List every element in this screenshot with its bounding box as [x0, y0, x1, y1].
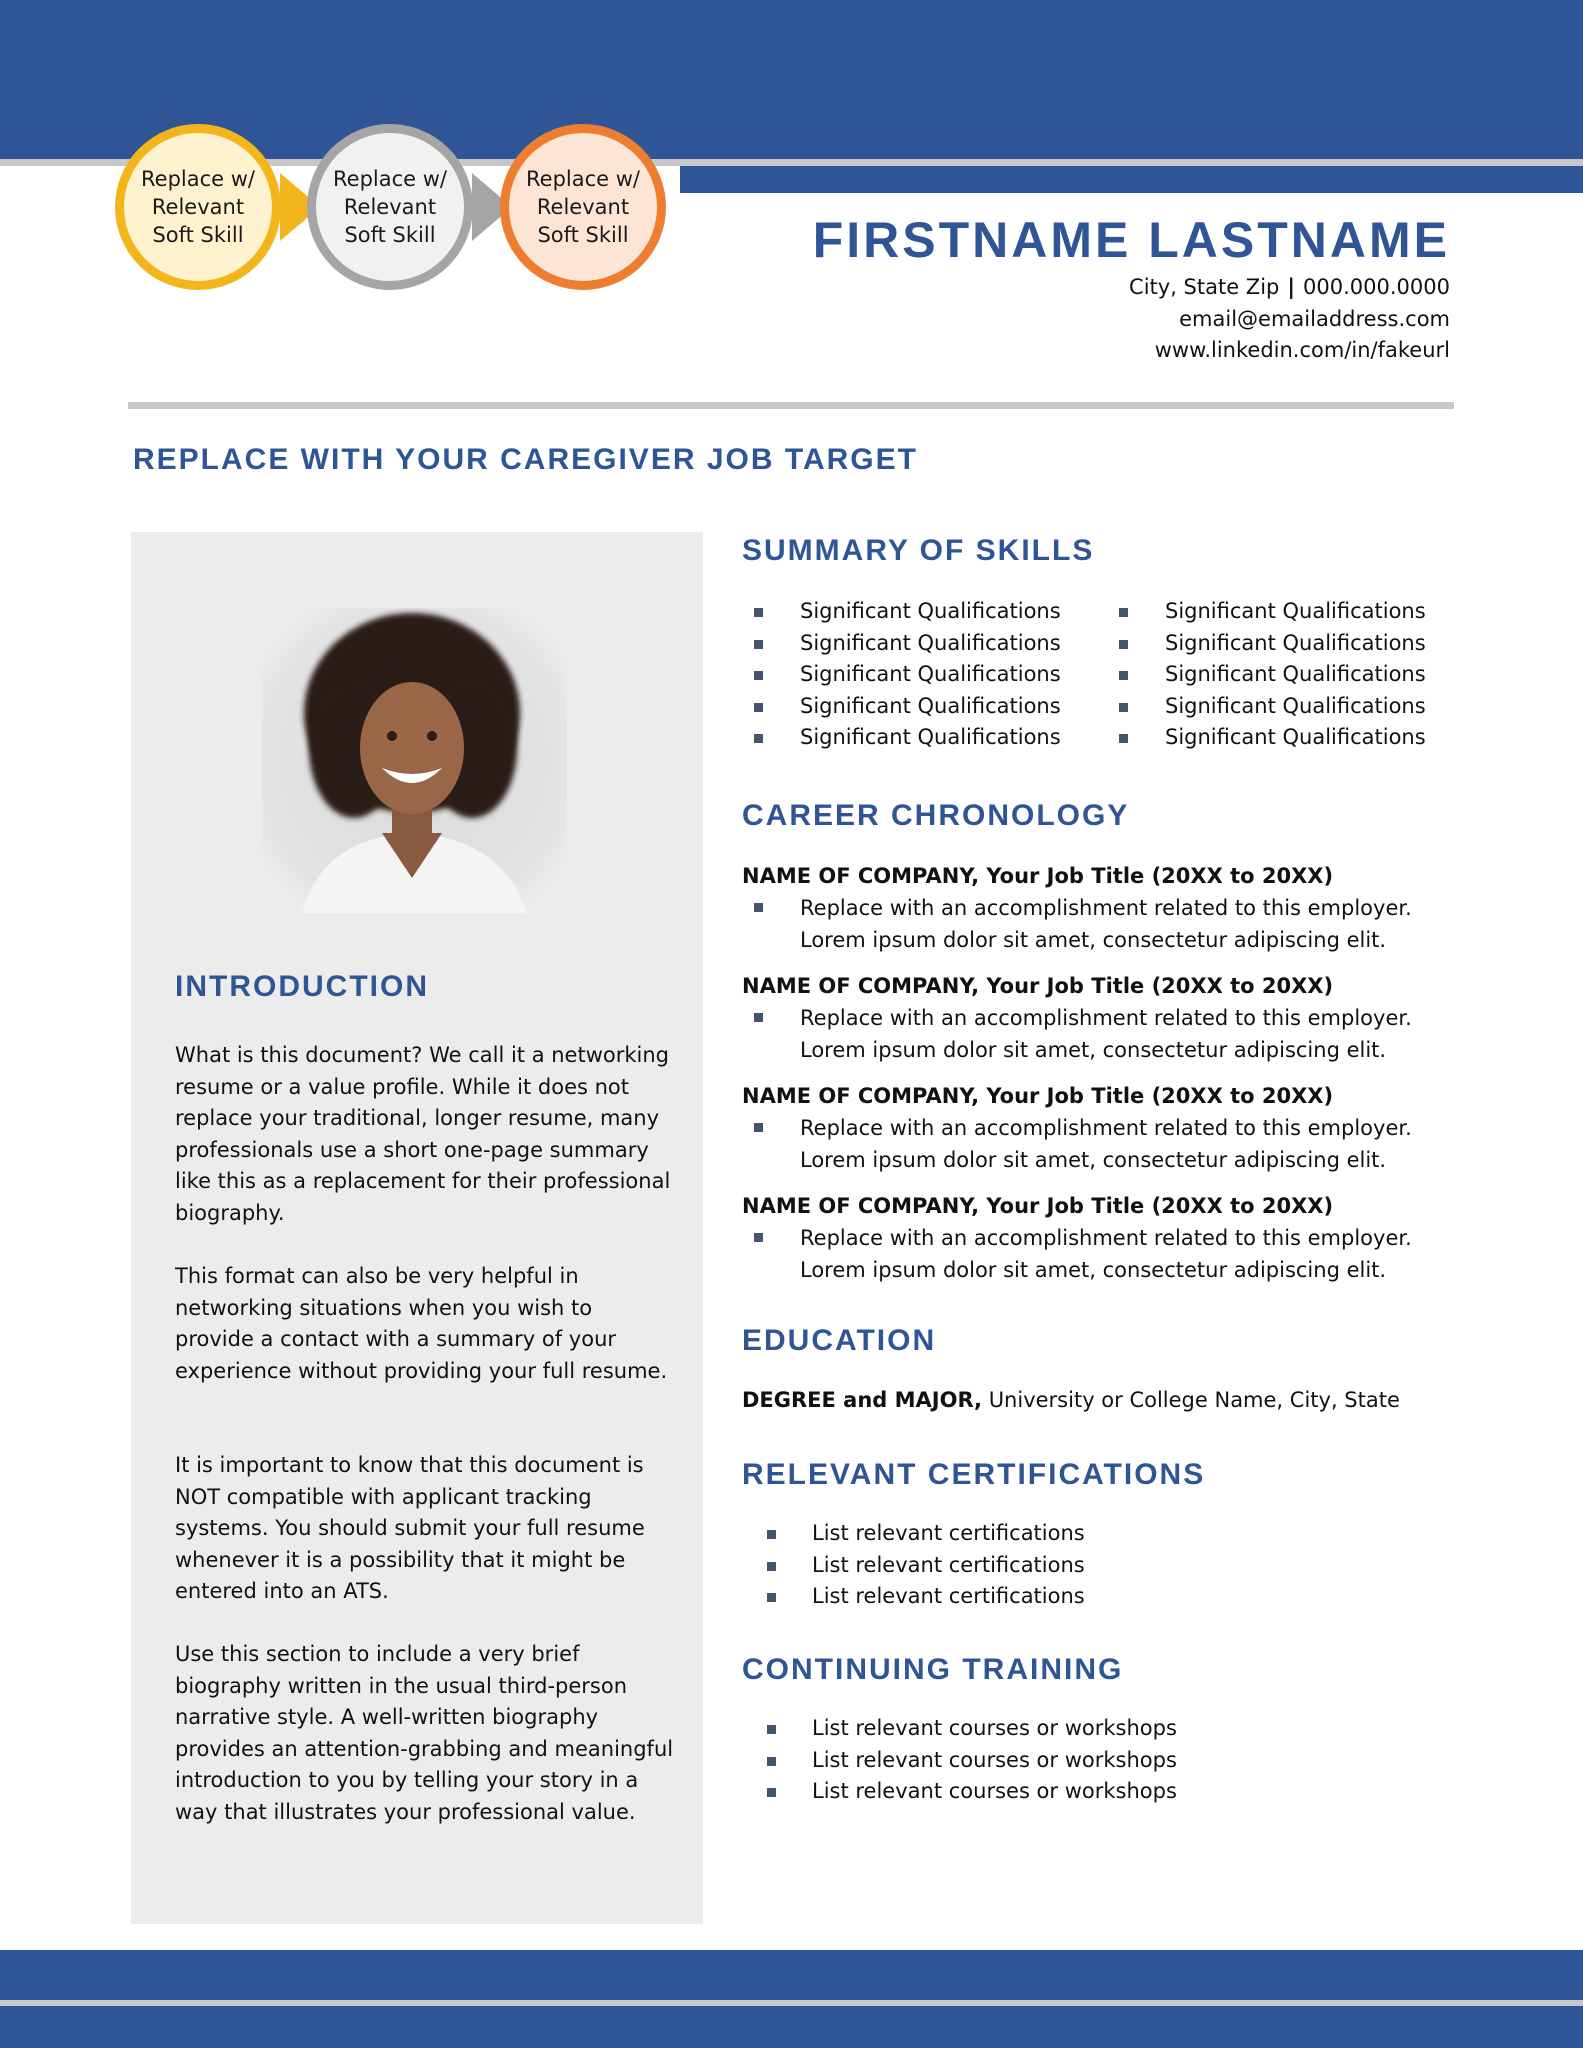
job-heading: NAME OF COMPANY, Your Job Title (20XX to 20XX)	[742, 864, 1334, 888]
list-item	[742, 1550, 1085, 1582]
skill-text: Significant Qualifications	[800, 693, 1061, 718]
square-bullet-icon	[754, 1233, 763, 1242]
contact-location-phone	[1129, 275, 1450, 299]
square-bullet-icon	[767, 1562, 776, 1571]
square-bullet-icon	[1119, 608, 1128, 617]
skill-text: Significant Qualifications	[800, 662, 1061, 687]
introduction-title: INTRODUCTION	[175, 970, 429, 1003]
square-bullet-icon	[1119, 671, 1128, 680]
training-text: List relevant courses or workshops	[812, 1779, 1177, 1804]
linkedin-url: www.linkedin.com/in/fakeurl	[1154, 338, 1450, 362]
job-accomplishment	[800, 893, 1412, 956]
footer-gray-line	[0, 2000, 1583, 2006]
list-item	[742, 596, 1061, 628]
soft-skill-line: Soft Skill	[152, 223, 244, 247]
list-item	[742, 1745, 1177, 1777]
career-chronology-title: CAREER CHRONOLOGY	[742, 799, 1130, 832]
job-accomplishment	[800, 1003, 1412, 1066]
job-line: Replace with an accomplishment related to this employer.	[800, 1226, 1412, 1250]
education-entry	[742, 1388, 1400, 1412]
training-list	[742, 1713, 1177, 1808]
list-item	[1107, 628, 1426, 660]
city-state-zip: City, State Zip	[1129, 275, 1280, 299]
phone-number: 000.000.0000	[1303, 275, 1450, 299]
skill-text: Significant Qualifications	[1165, 693, 1426, 718]
list-item	[742, 691, 1061, 723]
skill-text: Significant Qualifications	[1165, 599, 1426, 623]
list-item	[742, 659, 1061, 691]
skill-text: Significant Qualifications	[1165, 662, 1426, 687]
certification-text: List relevant certifications	[812, 1552, 1085, 1577]
square-bullet-icon	[754, 703, 763, 712]
skill-text: Significant Qualifications	[1165, 725, 1426, 750]
skills-column-left	[742, 596, 1061, 754]
list-item	[1107, 659, 1426, 691]
summary-of-skills-title: SUMMARY OF SKILLS	[742, 534, 1095, 567]
footer-band	[0, 1950, 1583, 2048]
job-heading: NAME OF COMPANY, Your Job Title (20XX to 20XX)	[742, 974, 1334, 998]
job-line: Replace with an accomplishment related to this employer.	[800, 896, 1412, 920]
list-item	[1107, 722, 1426, 754]
job-line: Lorem ipsum dolor sit amet, consectetur adipiscing elit.	[800, 1257, 1387, 1282]
square-bullet-icon	[1119, 703, 1128, 712]
list-item	[1107, 596, 1426, 628]
header-divider	[128, 402, 1454, 409]
square-bullet-icon	[1119, 640, 1128, 649]
soft-skill-line: Replace w/	[526, 167, 640, 191]
job-line: Lorem ipsum dolor sit amet, consectetur adipiscing elit.	[800, 927, 1387, 952]
email-address: email@emailaddress.com	[1179, 307, 1450, 331]
soft-skill-circle-2	[307, 124, 473, 290]
list-item	[742, 628, 1061, 660]
soft-skill-line: Relevant	[536, 195, 630, 219]
list-item	[1107, 691, 1426, 723]
degree-major: DEGREE and MAJOR,	[742, 1388, 983, 1412]
square-bullet-icon	[767, 1530, 776, 1539]
list-item	[742, 1581, 1085, 1613]
soft-skill-line: Replace w/	[333, 167, 447, 191]
introduction-paragraph: It is important to know that this document is NOT compatible with applicant tracking systems. You should submit your full resume whenever it is a possibility that it might be entered into an ATS.	[175, 1453, 645, 1603]
candidate-name: FIRSTNAME LASTNAME	[812, 212, 1450, 268]
contact-separator: |	[1287, 275, 1296, 299]
training-text: List relevant courses or workshops	[812, 1716, 1177, 1740]
list-item	[742, 1518, 1085, 1550]
square-bullet-icon	[754, 903, 763, 912]
job-accomplishment	[800, 1113, 1412, 1176]
certification-text: List relevant certifications	[812, 1521, 1085, 1545]
soft-skill-line: Relevant	[151, 195, 245, 219]
square-bullet-icon	[754, 608, 763, 617]
soft-skill-line: Relevant	[343, 195, 437, 219]
square-bullet-icon	[767, 1725, 776, 1734]
skill-text: Significant Qualifications	[800, 725, 1061, 750]
soft-skill-circle-3	[500, 124, 666, 290]
introduction-paragraph: This format can also be very helpful in networking situations when you wish to provide a contact with a summary of your experience without providing your full resume.	[175, 1264, 668, 1383]
square-bullet-icon	[767, 1788, 776, 1797]
job-target-title: REPLACE WITH YOUR CAREGIVER JOB TARGET	[133, 443, 918, 476]
list-item	[742, 722, 1061, 754]
skill-text: Significant Qualifications	[800, 630, 1061, 655]
job-line: Replace with an accomplishment related to this employer.	[800, 1116, 1412, 1140]
education-title: EDUCATION	[742, 1324, 937, 1357]
training-text: List relevant courses or workshops	[812, 1747, 1177, 1772]
continuing-training-title: CONTINUING TRAINING	[742, 1653, 1124, 1686]
square-bullet-icon	[767, 1757, 776, 1766]
certifications-list	[742, 1518, 1085, 1613]
portrait-photo-icon	[262, 608, 567, 913]
square-bullet-icon	[754, 734, 763, 743]
job-line: Replace with an accomplishment related to this employer.	[800, 1006, 1412, 1030]
soft-skill-line: Soft Skill	[537, 223, 629, 247]
skill-text: Significant Qualifications	[800, 599, 1061, 623]
soft-skill-circle-1	[115, 124, 281, 290]
skills-column-right	[1107, 596, 1426, 754]
list-item	[742, 1776, 1177, 1808]
job-line: Lorem ipsum dolor sit amet, consectetur adipiscing elit.	[800, 1147, 1387, 1172]
job-line: Lorem ipsum dolor sit amet, consectetur adipiscing elit.	[800, 1037, 1387, 1062]
soft-skill-line: Soft Skill	[344, 223, 436, 247]
square-bullet-icon	[754, 671, 763, 680]
square-bullet-icon	[767, 1593, 776, 1602]
job-heading: NAME OF COMPANY, Your Job Title (20XX to 20XX)	[742, 1084, 1334, 1108]
square-bullet-icon	[1119, 734, 1128, 743]
introduction-paragraph: What is this document? We call it a networking resume or a value profile. While it does not replace your traditional, longer resume, many professionals use a short one-page summary like this as a replacement for their professional biography.	[175, 1043, 671, 1225]
square-bullet-icon	[754, 640, 763, 649]
soft-skill-line: Replace w/	[141, 167, 255, 191]
certifications-title: RELEVANT CERTIFICATIONS	[742, 1458, 1206, 1491]
introduction-paragraph: Use this section to include a very brief biography written in the usual third-person narrative style. A well-written biography provides an attention-grabbing and meaningful introduction to you by telling your story in a way that illustrates your professional value.	[175, 1642, 674, 1824]
skill-text: Significant Qualifications	[1165, 630, 1426, 655]
school-name: University or College Name, City, State	[982, 1388, 1400, 1412]
square-bullet-icon	[754, 1123, 763, 1132]
certification-text: List relevant certifications	[812, 1584, 1085, 1609]
job-heading: NAME OF COMPANY, Your Job Title (20XX to 20XX)	[742, 1194, 1334, 1218]
list-item	[742, 1713, 1177, 1745]
job-accomplishment	[800, 1223, 1412, 1286]
square-bullet-icon	[754, 1013, 763, 1022]
